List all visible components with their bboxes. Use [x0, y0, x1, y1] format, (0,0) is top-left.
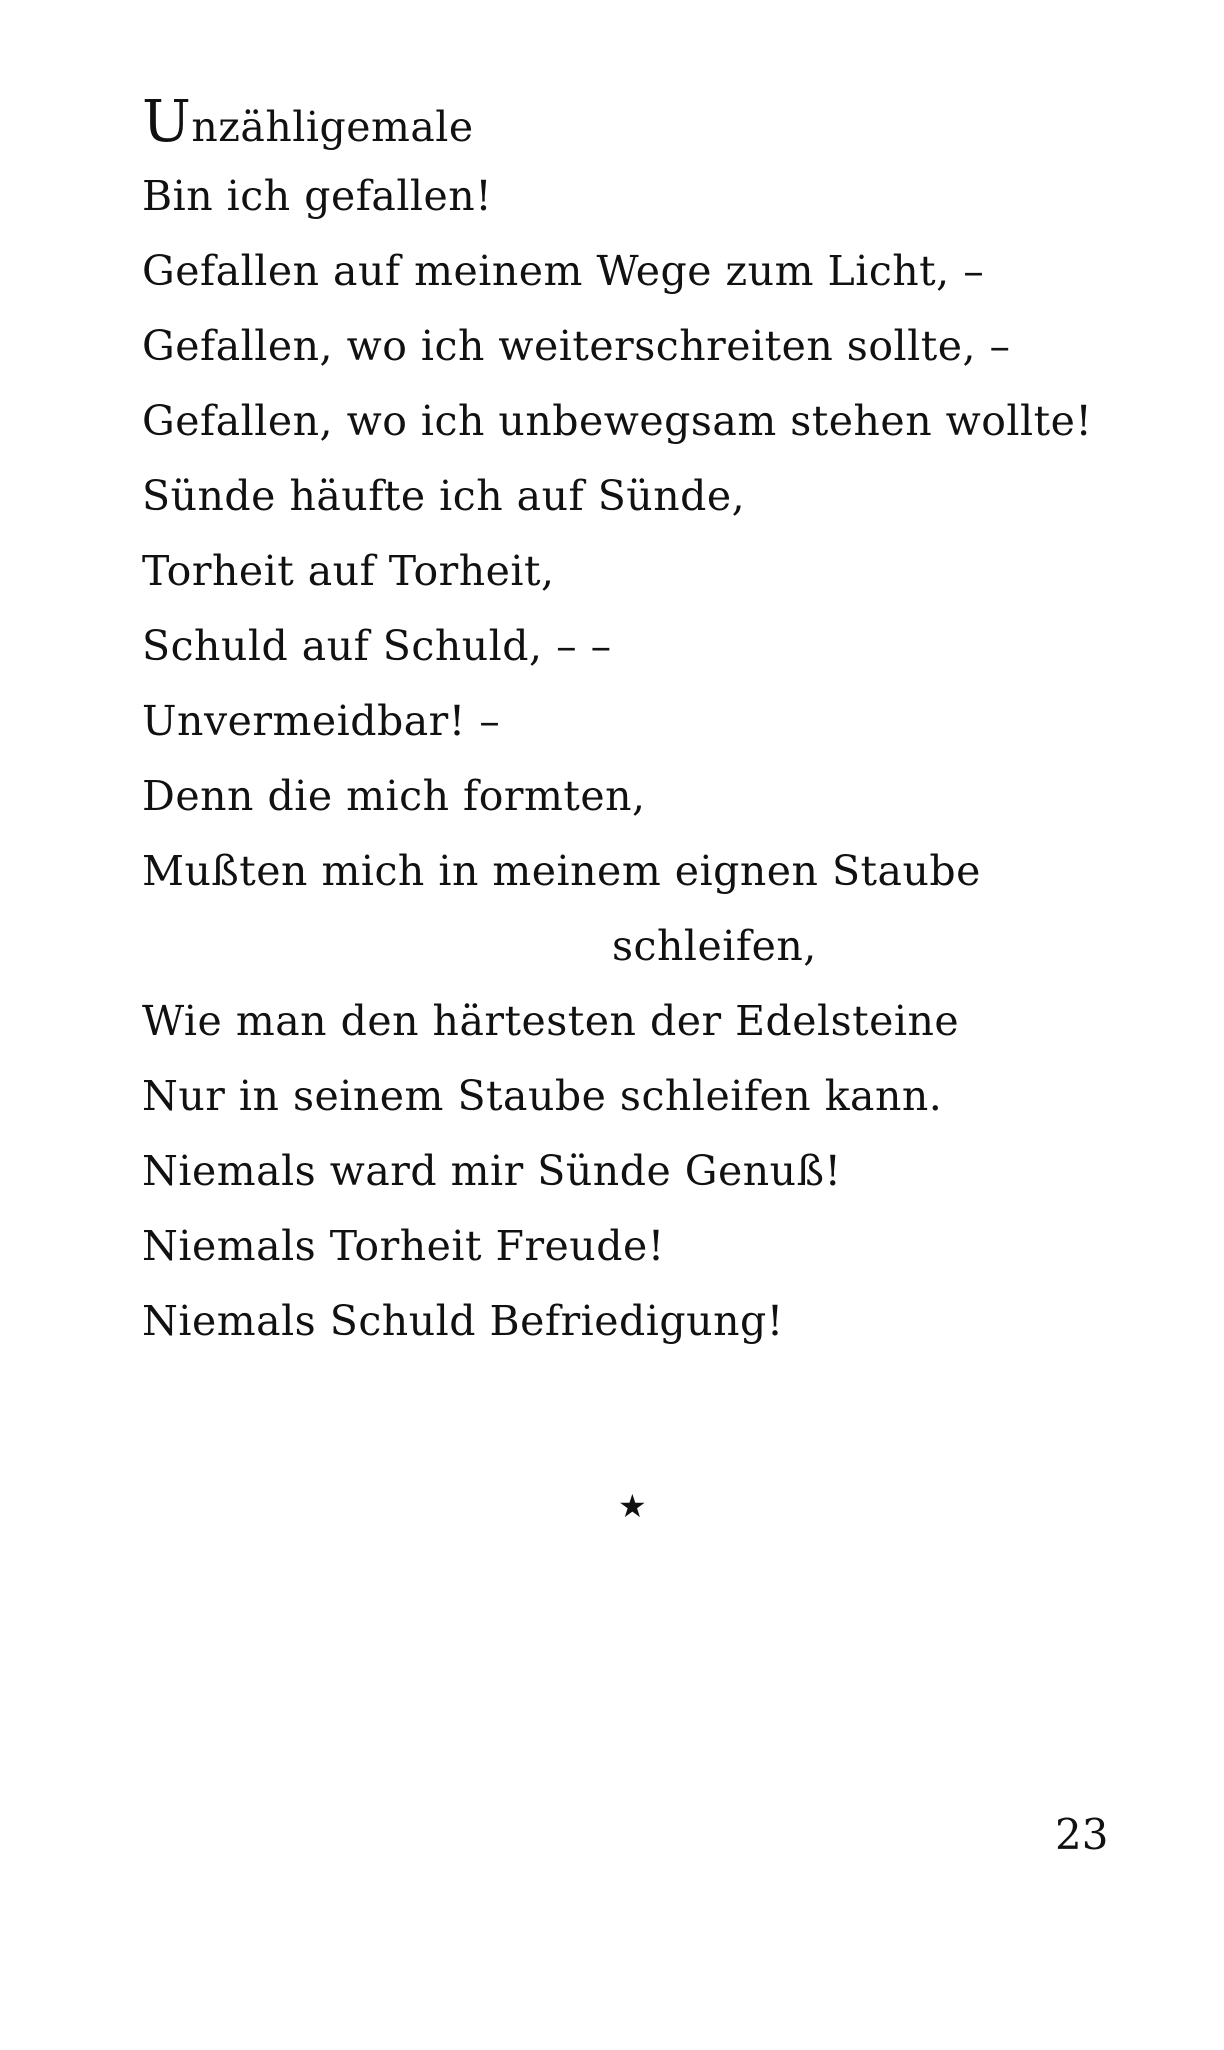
poem-line: Niemals Torheit Freude! [142, 1222, 665, 1270]
poem-line: Niemals ward mir Sünde Genuß! [142, 1147, 842, 1195]
poem-line: Schuld auf Schuld, – – [142, 622, 612, 670]
star-ornament-icon: ★ [618, 1487, 647, 1525]
poem-first-line-rest: nzähligemale [191, 103, 474, 151]
poem-line: Nur in seinem Staube schleifen kann. [142, 1072, 943, 1120]
poem-line: Denn die mich formten, [142, 772, 646, 820]
poem-line: Gefallen, wo ich unbewegsam stehen wollte! [142, 397, 1093, 445]
poem-line: Sünde häufte ich auf Sünde, [142, 472, 746, 520]
poem-line: Unvermeidbar! – [142, 697, 501, 745]
poem-line-continuation: schleifen, [612, 922, 817, 970]
poem-line: Torheit auf Torheit, [142, 547, 555, 595]
poem-line: Mußten mich in meinem eignen Staube [142, 847, 981, 895]
page-number: 23 [1055, 1810, 1109, 1859]
poem-line: Bin ich gefallen! [142, 172, 493, 220]
poem-line [142, 87, 474, 155]
poem-line: Wie man den härtesten der Edelsteine [142, 997, 960, 1045]
poem-line: Gefallen auf meinem Wege zum Licht, – [142, 247, 985, 295]
poem-line: Niemals Schuld Befriedigung! [142, 1297, 784, 1345]
poem-line: Gefallen, wo ich weiterschreiten sollte, – [142, 322, 1011, 370]
poem-initial: U [142, 87, 192, 155]
